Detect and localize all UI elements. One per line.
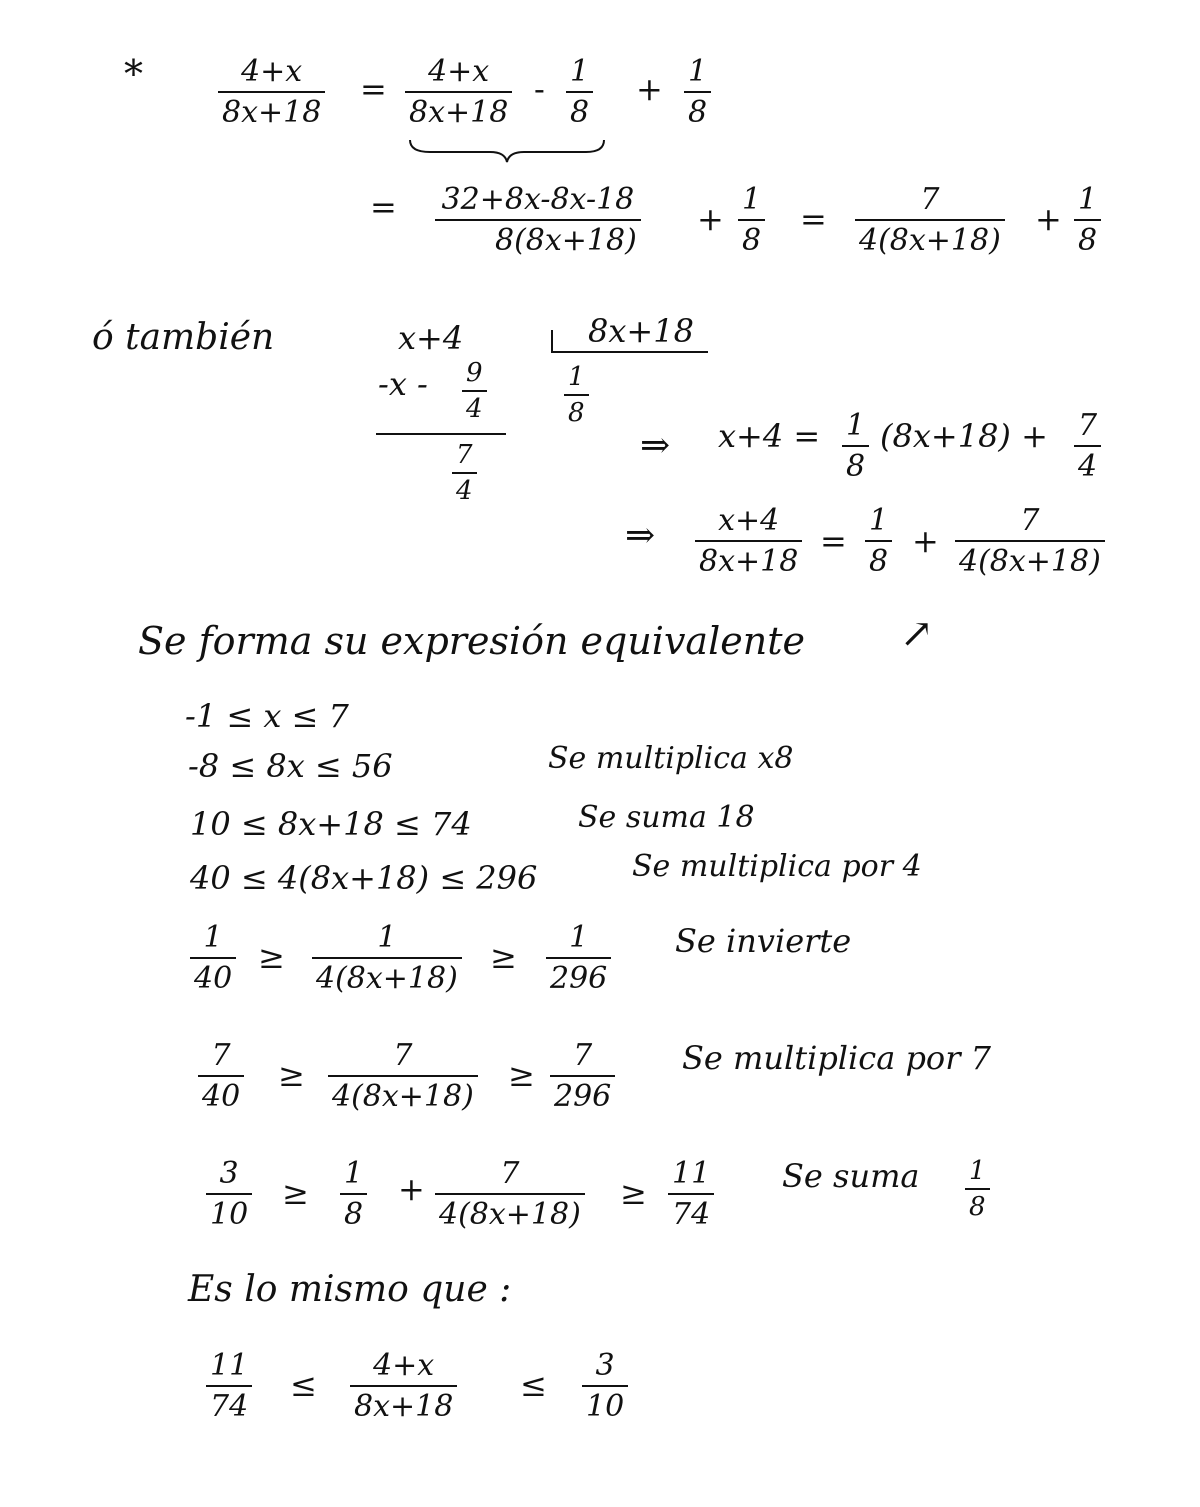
- less-equal-sign: ≤: [290, 1366, 317, 1404]
- ineq2-fraction-right: 7 296: [550, 1040, 615, 1112]
- division-divisor: 8x+18: [588, 312, 694, 350]
- ineq2-fraction-middle: 7 4(8x+18): [328, 1040, 478, 1112]
- step-3: 10 ≤ 8x+18 ≤ 74: [190, 805, 472, 843]
- implies-arrow: ⇒: [640, 425, 671, 466]
- fraction-a: 4+x 8x+18: [405, 56, 512, 128]
- line1-fraction-seven-quarters: 7 4: [1074, 410, 1101, 482]
- line2-fraction-one-eighth: 1 8: [865, 505, 892, 577]
- step-3-note: Se suma 18: [578, 800, 755, 835]
- fraction-c: 1 8: [684, 56, 711, 128]
- minus-sign: -: [534, 70, 545, 108]
- fraction-d: 32+8x-8x-18 8(8x+18): [435, 184, 641, 256]
- fraction-lhs: 4+x 8x+18: [218, 56, 325, 128]
- ineq1-note: Se invierte: [675, 922, 852, 960]
- ineq1-fraction-left: 1 40: [190, 922, 236, 994]
- implies-arrow: ⇒: [625, 515, 656, 556]
- greater-equal-sign: ≥: [620, 1174, 647, 1212]
- equals-sign: =: [820, 522, 847, 560]
- less-equal-sign: ≤: [520, 1366, 547, 1404]
- ineq1-fraction-right: 1 296: [546, 922, 611, 994]
- division-dividend: x+4: [398, 319, 464, 357]
- equals-sign: =: [370, 188, 397, 226]
- plus-sign: +: [398, 1170, 425, 1208]
- step-2: -8 ≤ 8x ≤ 56: [188, 747, 393, 785]
- greater-equal-sign: ≥: [278, 1056, 305, 1094]
- conclusion-fraction-right: 3 10: [582, 1350, 628, 1422]
- division-quotient: 1 8: [564, 364, 589, 428]
- plus-sign: +: [636, 70, 663, 108]
- north-east-arrow-icon: ↗: [900, 611, 934, 657]
- star-marker: *: [124, 52, 143, 96]
- greater-equal-sign: ≥: [282, 1174, 309, 1212]
- ineq3-fraction-one-eighth: 1 8: [340, 1158, 367, 1230]
- division-subtrahend: -x -: [378, 365, 428, 403]
- ineq3-fraction-left: 3 10: [206, 1158, 252, 1230]
- fraction-f: 7 4(8x+18): [855, 184, 1005, 256]
- ineq2-fraction-left: 7 40: [198, 1040, 244, 1112]
- line1-lhs: x+4 =: [718, 417, 821, 455]
- step-4-note: Se multiplica por 4: [632, 849, 922, 884]
- conclusion-fraction-middle: 4+x 8x+18: [350, 1350, 457, 1422]
- plus-sign: +: [1035, 200, 1062, 238]
- fraction-g: 1 8: [1074, 184, 1101, 256]
- division-bracket: [552, 330, 708, 352]
- greater-equal-sign: ≥: [258, 938, 285, 976]
- equals-sign: =: [800, 200, 827, 238]
- equivalent-expression-heading: Se forma su expresión equivalente: [138, 619, 805, 663]
- ineq3-note: Se suma: [782, 1157, 920, 1195]
- ineq3-note-fraction: 1 8: [965, 1158, 990, 1222]
- equals-sign: =: [360, 70, 387, 108]
- greater-equal-sign: ≥: [490, 938, 517, 976]
- ineq1-fraction-middle: 1 4(8x+18): [312, 922, 462, 994]
- ineq2-note: Se multiplica por 7: [682, 1039, 992, 1077]
- division-sub-fraction: 9 4: [462, 360, 487, 424]
- fraction-b: 1 8: [566, 56, 593, 128]
- fraction-e: 1 8: [738, 184, 765, 256]
- division-remainder: 7 4: [452, 442, 477, 506]
- step-2-note: Se multiplica x8: [548, 741, 794, 776]
- line1-middle: (8x+18) +: [880, 417, 1048, 455]
- ineq3-fraction-seven: 7 4(8x+18): [435, 1158, 585, 1230]
- step-4: 40 ≤ 4(8x+18) ≤ 296: [190, 859, 538, 897]
- plus-sign: +: [912, 522, 939, 560]
- tambien-label: ó también: [92, 317, 275, 358]
- underbrace: [410, 140, 604, 162]
- step-1: -1 ≤ x ≤ 7: [185, 697, 349, 735]
- line2-fraction-lhs: x+4 8x+18: [695, 505, 802, 577]
- plus-sign: +: [697, 200, 724, 238]
- line1-fraction-one-eighth: 1 8: [842, 410, 869, 482]
- ineq3-fraction-right: 11 74: [668, 1158, 714, 1230]
- line2-fraction-seven: 7 4(8x+18): [955, 505, 1105, 577]
- conclusion-label: Es lo mismo que :: [188, 1269, 512, 1310]
- conclusion-fraction-left: 11 74: [206, 1350, 252, 1422]
- greater-equal-sign: ≥: [508, 1056, 535, 1094]
